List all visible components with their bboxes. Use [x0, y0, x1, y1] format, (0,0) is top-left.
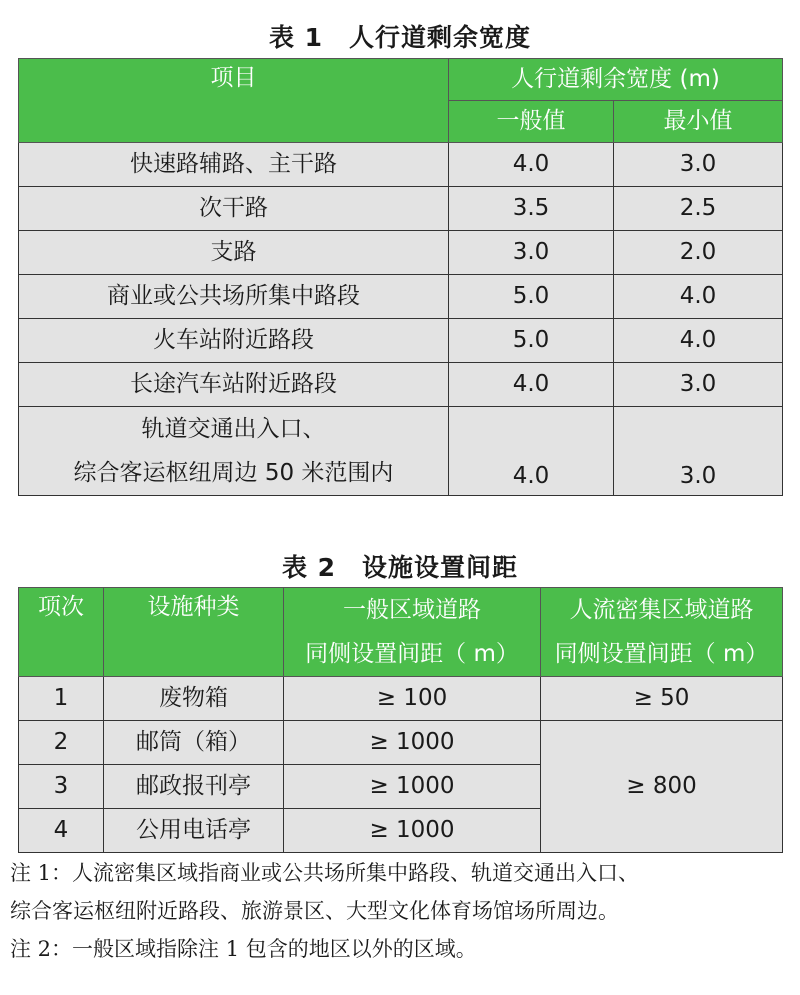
header-general-line2: 同侧设置间距（ m）: [305, 641, 519, 667]
note-1-line2: 综合客运枢纽附近路段、旅游景区、大型文化体育场馆场所周边。: [10, 899, 619, 923]
table2-title: 表 2 设施设置间距: [281, 553, 519, 582]
row-general: 5.0: [449, 275, 614, 319]
header-general-spacing: [284, 588, 541, 677]
row-general: ≥ 1000: [284, 809, 541, 853]
header-type: 设施种类: [104, 588, 284, 677]
row-type: 公用电话亭: [104, 809, 284, 853]
note-1-line1: 注 1：人流密集区域指商业或公共场所集中路段、轨道交通出入口、: [10, 861, 640, 885]
row-minimum: 2.0: [614, 231, 783, 275]
notes: [10, 854, 795, 968]
row-general: ≥ 1000: [284, 721, 541, 765]
header-dense-spacing: [541, 588, 783, 677]
row-no: 4: [19, 809, 104, 853]
row-minimum: 4.0: [614, 319, 783, 363]
row-item: 支路: [19, 231, 449, 275]
facility-spacing-table: [18, 587, 783, 853]
row-no: 2: [19, 721, 104, 765]
row-general: 3.5: [449, 187, 614, 231]
row-dense-merged: ≥ 800: [541, 721, 783, 853]
row-minimum: 3.0: [614, 143, 783, 187]
row-minimum: 4.0: [614, 275, 783, 319]
row-item-line2: 综合客运枢纽周边 50 米范围内: [73, 460, 394, 486]
row-general: 4.0: [449, 363, 614, 407]
row-minimum: 3.0: [614, 407, 783, 496]
row-dense: ≥ 50: [541, 677, 783, 721]
row-minimum: 2.5: [614, 187, 783, 231]
sidewalk-width-table: [18, 58, 783, 496]
row-no: 3: [19, 765, 104, 809]
row-item: 商业或公共场所集中路段: [19, 275, 449, 319]
row-general: ≥ 100: [284, 677, 541, 721]
row-type: 邮政报刊亭: [104, 765, 284, 809]
header-item: 项目: [19, 59, 449, 143]
row-item-line1: 轨道交通出入口、: [141, 416, 326, 442]
row-no: 1: [19, 677, 104, 721]
header-width-group: 人行道剩余宽度 (m): [449, 59, 783, 101]
row-type: 邮筒（箱）: [104, 721, 284, 765]
row-general: 3.0: [449, 231, 614, 275]
table1-title: 表 1 人行道剩余宽度: [268, 23, 532, 52]
header-no: 项次: [19, 588, 104, 677]
row-general: 4.0: [449, 143, 614, 187]
note-2: 注 2：一般区域指除注 1 包含的地区以外的区域。: [10, 937, 477, 961]
row-item: 次干路: [19, 187, 449, 231]
header-dense-line2: 同侧设置间距（ m）: [554, 641, 769, 667]
row-general: 5.0: [449, 319, 614, 363]
header-dense-line1: 人流密集区域道路: [569, 597, 754, 623]
row-general: 4.0: [449, 407, 614, 496]
row-general: ≥ 1000: [284, 765, 541, 809]
header-minimum: 最小值: [614, 101, 783, 143]
row-item: 长途汽车站附近路段: [19, 363, 449, 407]
row-item: 快速路辅路、主干路: [19, 143, 449, 187]
row-type: 废物箱: [104, 677, 284, 721]
row-item: 火车站附近路段: [19, 319, 449, 363]
header-general: 一般值: [449, 101, 614, 143]
row-minimum: 3.0: [614, 363, 783, 407]
header-general-line1: 一般区域道路: [343, 597, 481, 623]
row-item: [19, 407, 449, 496]
